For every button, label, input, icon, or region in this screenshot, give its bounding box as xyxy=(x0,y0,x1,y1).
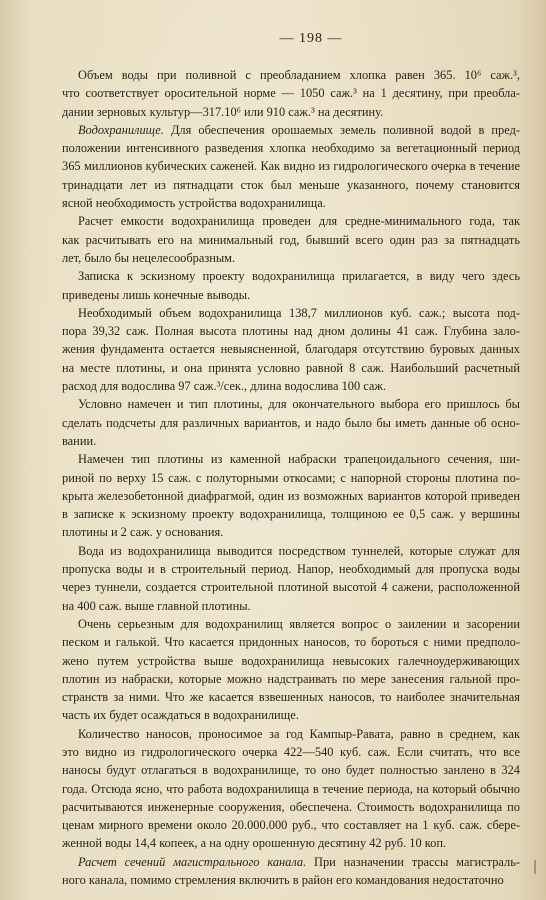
line-text: Вода из водохранилища выводится посредством туннелей, которые служат для xyxy=(78,543,520,558)
text-line xyxy=(62,212,520,230)
line-text: плотин из набраски, которые можно надстраивать по мере занесения гальной про- xyxy=(62,671,520,686)
text-line xyxy=(62,395,520,413)
text-line xyxy=(62,432,520,450)
line-text: что соответствует оросительной норме — 1050 саж.³ на 1 десятину, при преобла- xyxy=(62,86,520,101)
line-text: Условно намечен и тип плотины, для окончательного выбора его пришлось бы xyxy=(78,397,520,412)
text-line xyxy=(62,377,520,395)
text-line xyxy=(62,853,520,871)
text-line xyxy=(62,798,520,816)
text-line xyxy=(62,139,520,157)
section-heading: Водохранилище. xyxy=(78,122,164,137)
text-line xyxy=(62,761,520,779)
text-body xyxy=(62,66,520,889)
text-line xyxy=(62,304,520,322)
text-line xyxy=(62,194,520,212)
edge-mark xyxy=(534,860,536,874)
text-line xyxy=(62,706,520,724)
text-line xyxy=(62,176,520,194)
line-text: Записка к эскизному проекту водохранилища прилагается, в виду чего здесь xyxy=(78,269,520,284)
line-text: При назначении трассы магистраль- xyxy=(306,854,520,869)
line-text: пропуска воды и в строительный период. Напор, необходимый для пропуска воды xyxy=(62,562,520,577)
text-line xyxy=(62,340,520,358)
text-line xyxy=(62,597,520,615)
line-text: это видно из гидрологического очерка 422—540 куб. саж. Если считать, что все xyxy=(62,744,520,759)
paragraph xyxy=(62,615,520,725)
paragraph xyxy=(62,121,520,212)
line-text: через туннели, создается строительной плотиной высотой 4 сажени, расположенной xyxy=(62,580,520,595)
text-line xyxy=(62,560,520,578)
line-text: на 400 саж. выше главной плотины. xyxy=(62,598,251,613)
paragraph xyxy=(62,212,520,267)
text-line xyxy=(62,414,520,432)
line-text: часть их будет осаждаться в водохранилище. xyxy=(62,708,299,723)
line-text: вании. xyxy=(62,433,97,448)
line-text: 365 миллионов кубических саженей. Как видно из гидрологического очерка в течение xyxy=(62,159,520,174)
line-text: расчитываются инженерные сооружения, обеспечена. Стоимость водохранилища по xyxy=(62,799,520,814)
section-heading: Расчет сечений магистрального канала. xyxy=(78,854,307,869)
line-text: риной по верху 15 саж. с полуторными откосами; с напорной стороны плотина по- xyxy=(62,470,520,485)
line-text: Для обеспечения орошаемых земель поливной водой в пред- xyxy=(163,122,520,137)
line-text: лет, было бы нецелесообразным. xyxy=(62,250,236,265)
page-number: — 198 — xyxy=(279,31,343,46)
line-text: положении интенсивного разведения хлопка необходимо за вегетационный период xyxy=(62,141,520,156)
line-text: года. Отсюда ясно, что работа водохранилища в течение периода, на который обычно xyxy=(62,781,520,796)
line-text: Необходимый объем водохранилища 138,7 миллионов куб. саж.; высота под- xyxy=(78,305,520,320)
line-text: ясной необходимость устройства водохранилища. xyxy=(62,196,326,211)
line-text: дании зерновых культур—317.10⁶ или 910 саж.³ на десятину. xyxy=(62,104,384,119)
text-line xyxy=(62,103,520,121)
text-line xyxy=(62,121,520,139)
line-text: расход для водослива 97 саж.³/сек., длина водослива 100 саж. xyxy=(62,379,387,394)
paragraph xyxy=(62,395,520,450)
line-text: ценам мирного времени около 20.000.000 руб., что составляет на 1 куб. саж. сбере- xyxy=(62,818,520,833)
paragraph xyxy=(62,542,520,615)
paragraph xyxy=(62,66,520,121)
line-text: Расчет емкости водохранилища проведен для средне-минимального года, так xyxy=(78,214,520,229)
text-line xyxy=(62,505,520,523)
text-line xyxy=(62,450,520,468)
text-line xyxy=(62,816,520,834)
text-line xyxy=(62,871,520,889)
paragraph xyxy=(62,304,520,395)
paragraph xyxy=(62,267,520,304)
text-line xyxy=(62,834,520,852)
line-text: пора 39,32 саж. Полная высота плотины над дном долины 41 саж. Глубина зало- xyxy=(62,324,520,339)
line-text: жения фундамента остается невыясненной, благодаря отсутствию буровых данных xyxy=(62,342,520,357)
line-text: ного канала, помимо стремления включить в район его командования недостаточно xyxy=(62,873,504,888)
text-line xyxy=(62,542,520,560)
line-text: плотины и 2 саж. у основания. xyxy=(62,525,224,540)
text-line xyxy=(62,670,520,688)
text-line xyxy=(62,487,520,505)
text-line xyxy=(62,743,520,761)
text-line xyxy=(62,84,520,102)
text-line xyxy=(62,780,520,798)
line-text: Объем воды при поливной с преобладанием хлопка равен 365. 10⁶ саж.³, xyxy=(78,68,520,82)
line-text: Очень серьезным для водохранилищ является вопрос о заилении и засорении xyxy=(78,616,520,631)
text-line xyxy=(62,66,520,84)
line-text: Намечен тип плотины из каменной набраски трапецоидального сечения, ши- xyxy=(78,452,520,467)
line-text: женной воды 14,4 копеек, а на одну орошенную десятину 42 руб. 10 коп. xyxy=(62,836,447,851)
paragraph xyxy=(62,450,520,541)
text-line xyxy=(62,157,520,175)
text-line xyxy=(62,523,520,541)
text-line xyxy=(62,286,520,304)
line-text: странств за ними. Что же касается взвешенных наносов, то наиболее значительная xyxy=(62,690,520,705)
line-text: сделать подсчеты для различных вариантов, и надо было бы иметь данные об осно- xyxy=(62,415,520,430)
line-text: на месте плотины, и она принята условно равной 8 саж. Наибольший расчетный xyxy=(62,360,520,375)
text-line xyxy=(62,359,520,377)
text-line xyxy=(62,249,520,267)
text-line xyxy=(62,725,520,743)
line-text: жено путем устройства выше водохранилища невысоких галечноудерживающих xyxy=(62,653,520,668)
line-text: в записке к эскизному проекту водохранилища, толщиною ее 0,5 саж. у вершины xyxy=(62,507,520,522)
line-text: как расчитывать его на минимальный год, бывший всего один раз за пятнадцать xyxy=(62,232,520,247)
text-line xyxy=(62,652,520,670)
line-text: наносы будут отлагаться в водохранилище, то оно будет полностью занлено в 324 xyxy=(62,763,520,778)
text-line xyxy=(62,267,520,285)
text-line xyxy=(62,578,520,596)
text-line xyxy=(62,688,520,706)
paragraph xyxy=(62,725,520,853)
text-line xyxy=(62,633,520,651)
text-line xyxy=(62,469,520,487)
line-text: Количество наносов, проносимое за год Кампыр-Равата, равно в среднем, как xyxy=(78,726,520,741)
line-text: приведены лишь конечные выводы. xyxy=(62,287,251,302)
line-text: тринадцати лет из пятнадцати сток был меньше указанного, почему становится xyxy=(62,177,520,192)
text-line xyxy=(62,615,520,633)
paragraph xyxy=(62,853,520,890)
text-line xyxy=(62,322,520,340)
text-line xyxy=(62,231,520,249)
line-text: песком и галькой. Что касается придонных наносов, то бороться с ними предполо- xyxy=(62,635,520,650)
line-text: крыта железобетонной диафрагмой, один из возможных вариантов которой приведен xyxy=(62,488,520,503)
